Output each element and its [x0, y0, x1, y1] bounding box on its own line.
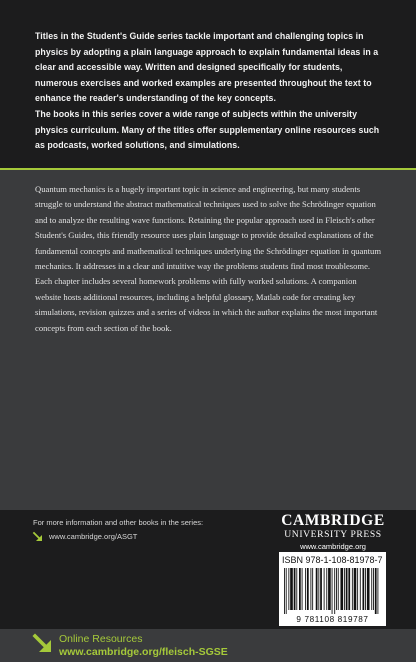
series-info-link[interactable]: www.cambridge.org/ASGT — [49, 532, 138, 541]
barcode-bar — [286, 568, 287, 614]
barcode-bar — [336, 568, 337, 610]
diagonal-arrow-icon — [33, 532, 43, 542]
barcode-bar — [318, 568, 319, 610]
barcode-bar — [316, 568, 318, 610]
barcode-bar — [332, 568, 333, 614]
barcode-bar — [346, 568, 348, 610]
barcode-bar — [360, 568, 361, 610]
isbn-barcode-block — [279, 552, 386, 626]
barcode-bar — [326, 568, 327, 610]
isbn-label: ISBN 978-1-108-81978-7 — [282, 555, 383, 565]
barcode-bar — [302, 568, 303, 610]
online-resources-link[interactable]: www.cambridge.org/fleisch-SGSE — [59, 646, 228, 658]
publisher-link[interactable]: www.cambridge.org — [300, 542, 366, 551]
barcode-bar — [334, 568, 335, 614]
barcode-bar — [367, 568, 370, 610]
barcode-bar — [307, 568, 309, 610]
barcode-bar — [310, 568, 311, 610]
barcode-bar — [312, 568, 313, 610]
barcode-bar — [294, 568, 296, 610]
barcode-bar — [324, 568, 325, 610]
barcode-bar — [340, 568, 343, 610]
barcode-bar — [362, 568, 364, 610]
barcode-bar — [375, 568, 377, 614]
barcode-bar — [305, 568, 306, 610]
barcode-bar — [288, 568, 289, 610]
barcode-bar — [377, 568, 378, 614]
barcode-bar — [373, 568, 374, 610]
series-intro-paragraph-1: Titles in the Student's Guide series tackle important and challenging topics in physics by adopting a plain language approach to explain fundamental ideas in a clear and accessible way. Written and designed specifically for students, numerous exercises and worked examples are presented throughout the text to enhance the reader's understanding of the key concepts. — [35, 31, 379, 103]
barcode-bar — [344, 568, 345, 610]
barcode-bar — [365, 568, 366, 610]
barcode — [284, 568, 381, 614]
barcode-bar — [296, 568, 297, 610]
barcode-bar — [320, 568, 322, 610]
barcode-bar — [328, 568, 331, 610]
barcode-bar — [299, 568, 301, 610]
barcode-bar — [284, 568, 285, 614]
publisher-name-line1: CAMBRIDGE — [281, 512, 385, 529]
barcode-bar — [371, 568, 372, 610]
publisher-name-line2: UNIVERSITY PRESS — [284, 529, 382, 540]
series-intro-paragraph-2: The books in this series cover a wide range of subjects within the university physics curriculum. Many of the titles offer supplementary online resources such as podcasts, worked solutions, and simulations. — [35, 109, 380, 150]
barcode-bar — [357, 568, 358, 610]
barcode-bar — [354, 568, 357, 610]
series-intro-panel — [0, 0, 416, 168]
barcode-bar — [348, 568, 350, 610]
barcode-bar — [290, 568, 293, 610]
series-info-text: For more information and other books in the series: — [33, 518, 204, 527]
online-resources-title: Online Resources — [59, 633, 143, 645]
barcode-bar — [338, 568, 339, 610]
publisher-panel — [0, 510, 416, 629]
book-description: Quantum mechanics is a hugely important topic in science and engineering, but many students struggle to understand the abstract mathematical techniques used to solve the Schrödinger equation and to analyze the resulting wave functions. Retaining the popular approach used in Fleisch's other Student's Guides, this friendly resource uses plain language to provide detailed explanations of the fundamental concepts and mathematical techniques underlying the Schrödinger equation in quantum mechanics. It addresses in a clear and intuitive way the problems students find most troublesome. Each chapter includes several homework problems with fully worked solutions. A companion website hosts additional resources, including a helpful glossary, Matlab code for creating key simulations, revision quizzes and a series of videos in which the author explains the most important concepts from each section of the book. — [35, 184, 382, 333]
diagonal-arrow-icon — [33, 634, 53, 654]
barcode-digits: 9 781108 819787 — [296, 615, 369, 624]
barcode-bar — [352, 568, 353, 610]
publisher-logo — [277, 512, 389, 540]
